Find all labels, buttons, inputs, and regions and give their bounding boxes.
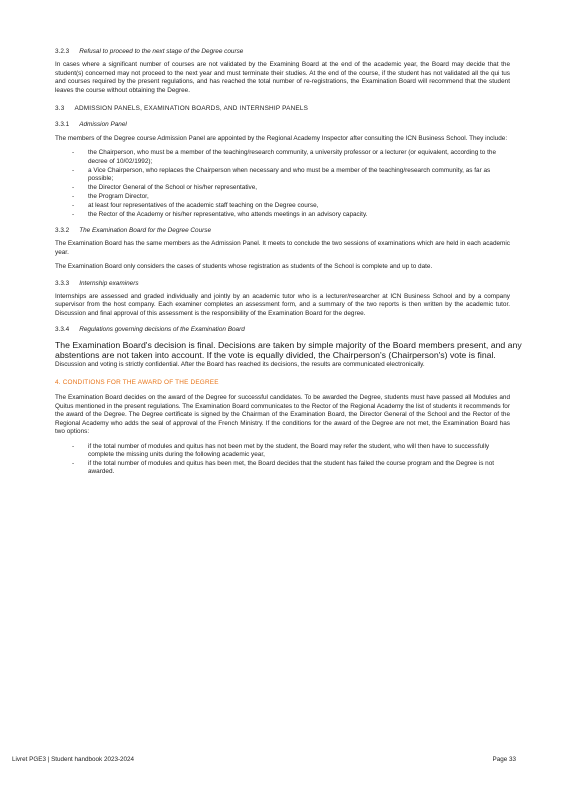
- section-title: Regulations governing decisions of the Examination Board: [79, 326, 245, 334]
- section-heading-3-3: [55, 105, 510, 113]
- section-number: 3.3: [55, 105, 65, 113]
- section-heading-3-3-2: [55, 227, 510, 235]
- section-heading-3-3-1: [55, 121, 510, 129]
- section-number: 3.3.3: [55, 279, 70, 287]
- section-number: 3.3.2: [55, 227, 70, 234]
- section-number: 3.3.4: [55, 326, 70, 334]
- paragraph-discussion: Discussion and voting is strictly confidential. After the Board has reached its decisions, the results are communicated electronically.: [55, 360, 425, 368]
- conditions-options-list: [55, 443, 510, 477]
- section-title: Refusal to proceed to the next stage of the Degree course: [79, 48, 244, 55]
- list-item: - the Program Director,: [72, 192, 149, 200]
- list-item: - the Chairperson, who must be a member of the teaching/research community, a university professor or a lecturer (or equivalent, according to the decree of 10/02/1992);: [72, 149, 497, 165]
- section-heading-3-3-3: [55, 280, 510, 288]
- paragraph-conditions: The Examination Board decides on the award of the Degree for successful candidates. To be awarded the Degree, students must have passed all Modules and Quitus mentioned in the present regulations. The Examination Board communicates to the Rector of the Regional Academy the list of students it recommends for the award of the Degree. The Degree certificate is signed by the Chairman of the Examination Board, the Director General of the School and the Rector of the Regional Academy who adds the seal of approval of the French Ministry. If the conditions for the award of the Degree are not met, the Examination Board has two options:: [55, 394, 510, 436]
- section-heading-4: 4. CONDITIONS FOR THE AWARD OF THE DEGREE: [55, 379, 219, 387]
- document-page: [55, 40, 522, 483]
- section-title: Internship examiners: [79, 279, 139, 287]
- admission-members-list: [55, 149, 510, 219]
- paragraph-refusal: In cases where a significant number of courses are not validated by the Examining Board at the end of the academic year, the Board may decide that the student(s) concerned may not proceed to the next year and must terminate their studies. At the end of the course, if the student has not validated all the qui tus and courses required by the present regulations, and has reached the total number of re-registrations, the Examination Board will recommend that the student leaves the course without obtaining the Degree.: [55, 61, 510, 94]
- section-number: 3.2.3: [55, 48, 70, 55]
- paragraph-internship: Internships are assessed and graded individually and jointly by an academic tutor who is a lecturer/researcher at ICN Business School and by a company supervisor from the host company. Each examiner completes an assessment form, and a summary of the two reports is then written by the academic tutor. Discussion and final approval of this assessment is the responsibility of the Examination Board for the degree.: [55, 293, 510, 317]
- section-heading-3-3-4: [55, 326, 510, 334]
- section-title: Admission Panel: [79, 121, 127, 129]
- paragraph-admission: The members of the Degree course Admission Panel are appointed by the Regional Academy Inspector after consulting the ICN Business School. They include:: [55, 134, 508, 142]
- paragraph-board-decision: The Examination Board's decision is final. Decisions are taken by simple majority of the Board members present, and any abstentions are not taken into account. If the vote is equally divided, the Chairperson's (Chairperson's) vote is final.: [55, 339, 522, 361]
- list-item: - the Director General of the School or his/her representative,: [72, 183, 258, 191]
- section-heading-3-2-3: [55, 48, 510, 56]
- list-item: - at least four representatives of the academic staff teaching on the Degree course,: [72, 201, 319, 209]
- section-number: 3.3.1: [55, 121, 70, 129]
- paragraph-exam-board-1: The Examination Board has the same members as the Admission Panel. It meets to conclude the two sessions of examinations which are held in each academic year.: [55, 240, 510, 256]
- list-item: - a Vice Chairperson, who replaces the Chairperson when necessary and who must be a member of the teaching/research community, as far as possible;: [72, 166, 491, 182]
- list-item: - if the total number of modules and quitus has been met, the Board decides that the student has failed the course program and the Degree is not awarded.: [72, 459, 495, 476]
- section-title: ADMISSION PANELS, EXAMINATION BOARDS, AND INTERNSHIP PANELS: [74, 105, 309, 113]
- list-item: - the Rector of the Academy or his/her representative, who attends meetings in an advisory capacity.: [72, 210, 368, 218]
- page-number: Page 33: [492, 756, 516, 763]
- list-item: - if the total number of modules and quitus has not been met by the student, the Board may refer the student, who will then have to successfully complete the missing units during the following academic year,: [72, 442, 490, 458]
- footer-handbook-title: Livret PGE3 | Student handbook 2023-2024: [12, 756, 135, 763]
- paragraph-exam-board-2: The Examination Board only considers the cases of students whose registration as students of the School is complete and up to date.: [55, 263, 433, 271]
- section-title: The Examination Board for the Degree Course: [79, 227, 212, 234]
